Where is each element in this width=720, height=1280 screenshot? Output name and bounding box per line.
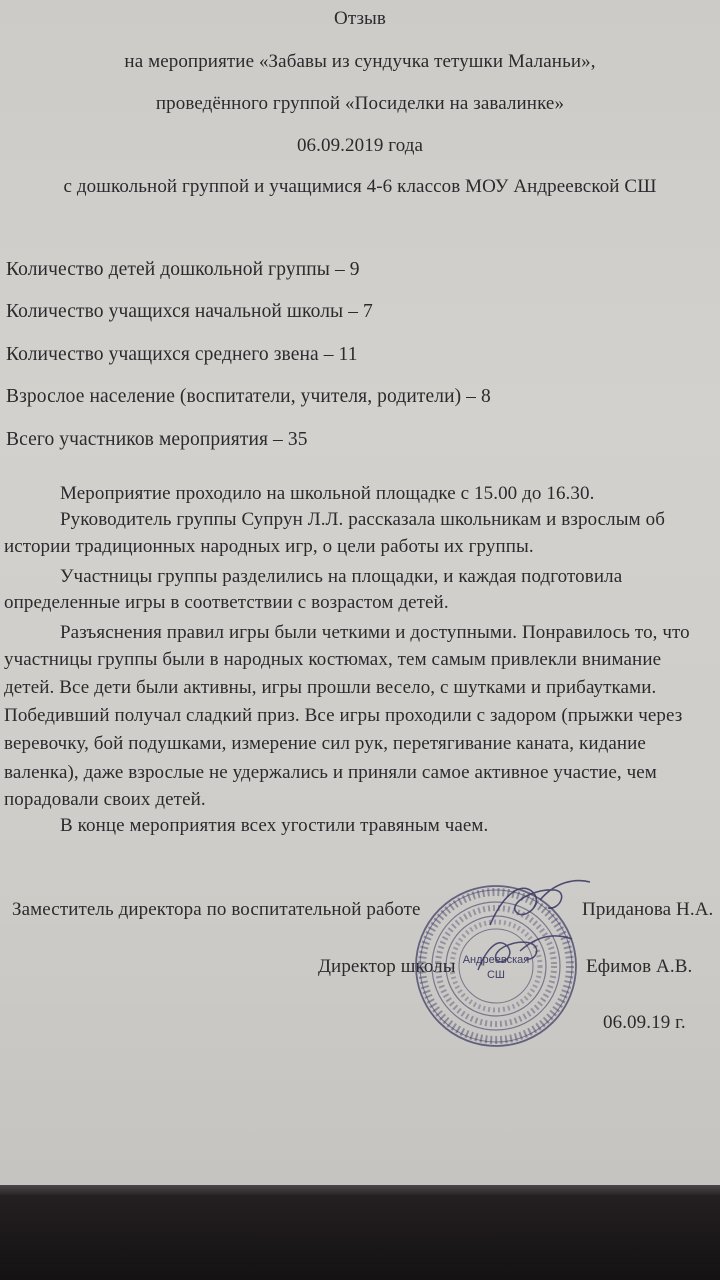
body-line: детей. Все дети были активны, игры прошли весело, с шутками и прибаутками. bbox=[4, 677, 657, 698]
body-line: валенка), даже взрослые не удержались и приняли самое активное участие, чем bbox=[4, 762, 657, 783]
sign-date: 06.09.19 г. bbox=[603, 1012, 686, 1033]
body-line: Победивший получал сладкий приз. Все игры проходили с задором (прыжки через bbox=[4, 705, 683, 726]
document-title: Отзыв bbox=[334, 8, 386, 29]
body-line: Мероприятие проходило на школьной площадке с 15.00 до 16.30. bbox=[60, 483, 595, 504]
body-line: участницы группы были в народных костюмах, тем самым привлекли внимание bbox=[4, 649, 662, 670]
stat-total: Всего участников мероприятия – 35 bbox=[6, 429, 308, 450]
organizer-line: проведённого группой «Посиделки на завалинке» bbox=[155, 93, 565, 114]
stat-middle: Количество учащихся среднего звена – 11 bbox=[6, 344, 358, 365]
body-line: веревочку, бой подушками, измерение сил рук, перетягивание каната, кидание bbox=[4, 733, 646, 754]
body-line: определенные игры в соответствии с возрастом детей. bbox=[4, 592, 449, 613]
stat-preschool: Количество детей дошкольной группы – 9 bbox=[6, 259, 360, 280]
body-line: В конце мероприятия всех угостили травяным чаем. bbox=[60, 815, 489, 836]
director-title: Директор школы bbox=[318, 956, 456, 977]
seal-text-school: Андреевская bbox=[462, 954, 530, 966]
director-name: Ефимов А.В. bbox=[586, 956, 693, 977]
body-line: Руководитель группы Супрун Л.Л. рассказала школьникам и взрослым об bbox=[60, 509, 665, 530]
body-line: истории традиционных народных игр, о цели работы их группы. bbox=[4, 536, 534, 557]
event-name-line: на мероприятие «Забавы из сундучка тетушки Маланьи», bbox=[124, 51, 596, 72]
event-date: 06.09.2019 года bbox=[296, 135, 424, 156]
body-line: Участницы группы разделились на площадки, и каждая подготовила bbox=[60, 566, 623, 587]
body-line: порадовали своих детей. bbox=[4, 789, 206, 810]
background-surface bbox=[0, 1195, 720, 1280]
director-signature bbox=[470, 925, 580, 980]
deputy-title: Заместитель директора по воспитательной работе bbox=[12, 899, 421, 920]
audience-line: с дошкольной группой и учащимися 4-6 классов МОУ Андреевской СШ bbox=[63, 176, 657, 197]
deputy-name: Приданова Н.А. bbox=[582, 899, 714, 920]
seal-text-abbr: СШ bbox=[486, 969, 506, 981]
body-line: Разъяснения правил игры были четкими и доступными. Понравилось то, что bbox=[60, 622, 690, 643]
sheet-edge bbox=[0, 1185, 720, 1195]
stat-adults: Взрослое население (воспитатели, учителя, родители) – 8 bbox=[6, 386, 491, 407]
stat-primary: Количество учащихся начальной школы – 7 bbox=[6, 301, 373, 322]
